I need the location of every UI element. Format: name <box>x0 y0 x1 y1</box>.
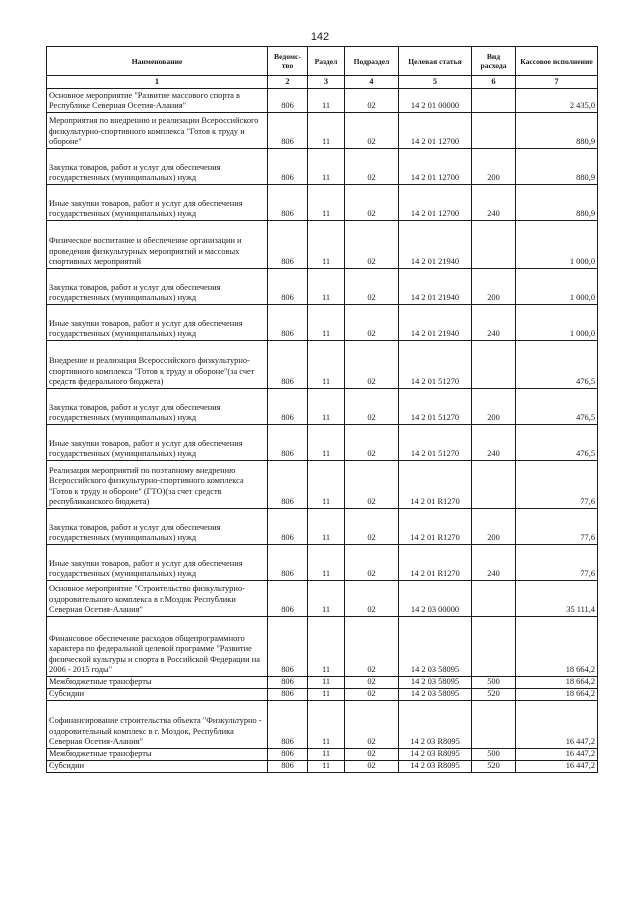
row-department: 806 <box>268 617 308 677</box>
row-target-item: 14 2 01 R1270 <box>399 461 472 509</box>
row-amount: 18 664,2 <box>516 677 598 689</box>
row-subsection: 02 <box>345 425 399 461</box>
row-department: 806 <box>268 545 308 581</box>
row-section: 11 <box>308 425 345 461</box>
row-name: Иные закупки товаров, работ и услуг для обеспечения государственных (муниципальных) нужд <box>47 185 268 221</box>
row-target-item: 14 2 01 R1270 <box>399 509 472 545</box>
row-expense-type: 200 <box>472 389 516 425</box>
budget-table <box>46 46 598 773</box>
row-amount: 16 447,2 <box>516 761 598 773</box>
row-target-item: 14 2 01 00000 <box>399 89 472 113</box>
row-expense-type: 240 <box>472 305 516 341</box>
row-section: 11 <box>308 677 345 689</box>
row-name: Субсидии <box>47 761 268 773</box>
row-subsection: 02 <box>345 305 399 341</box>
row-name: Субсидии <box>47 689 268 701</box>
table-row <box>47 701 598 749</box>
row-section: 11 <box>308 617 345 677</box>
row-expense-type <box>472 89 516 113</box>
row-expense-type <box>472 113 516 149</box>
row-section: 11 <box>308 149 345 185</box>
table-row <box>47 617 598 677</box>
row-target-item: 14 2 01 51270 <box>399 341 472 389</box>
row-expense-type <box>472 221 516 269</box>
header-expense-type: Вид расхода <box>472 47 516 76</box>
row-subsection: 02 <box>345 677 399 689</box>
row-department: 806 <box>268 701 308 749</box>
column-number: 4 <box>345 76 399 89</box>
row-amount: 476,5 <box>516 341 598 389</box>
row-department: 806 <box>268 341 308 389</box>
row-subsection: 02 <box>345 545 399 581</box>
table-row <box>47 89 598 113</box>
row-section: 11 <box>308 113 345 149</box>
row-subsection: 02 <box>345 185 399 221</box>
row-amount: 16 447,2 <box>516 749 598 761</box>
row-amount: 35 111,4 <box>516 581 598 617</box>
row-section: 11 <box>308 749 345 761</box>
row-target-item: 14 2 01 51270 <box>399 389 472 425</box>
column-number: 3 <box>308 76 345 89</box>
row-name: Закупка товаров, работ и услуг для обеспечения государственных (муниципальных) нужд <box>47 269 268 305</box>
row-department: 806 <box>268 461 308 509</box>
row-department: 806 <box>268 221 308 269</box>
table-row <box>47 269 598 305</box>
row-target-item: 14 2 01 R1270 <box>399 545 472 581</box>
table-row <box>47 761 598 773</box>
row-subsection: 02 <box>345 749 399 761</box>
row-expense-type <box>472 701 516 749</box>
column-number: 1 <box>47 76 268 89</box>
row-section: 11 <box>308 461 345 509</box>
row-amount: 77,6 <box>516 509 598 545</box>
row-section: 11 <box>308 389 345 425</box>
table-row <box>47 389 598 425</box>
row-subsection: 02 <box>345 689 399 701</box>
row-amount: 18 664,2 <box>516 689 598 701</box>
row-department: 806 <box>268 677 308 689</box>
column-number: 7 <box>516 76 598 89</box>
row-amount: 77,6 <box>516 461 598 509</box>
row-target-item: 14 2 01 12700 <box>399 149 472 185</box>
row-department: 806 <box>268 113 308 149</box>
row-name: Иные закупки товаров, работ и услуг для обеспечения государственных (муниципальных) нужд <box>47 305 268 341</box>
row-department: 806 <box>268 689 308 701</box>
row-subsection: 02 <box>345 701 399 749</box>
table-row <box>47 221 598 269</box>
row-subsection: 02 <box>345 509 399 545</box>
row-department: 806 <box>268 509 308 545</box>
row-amount: 880,9 <box>516 185 598 221</box>
row-name: Закупка товаров, работ и услуг для обеспечения государственных (муниципальных) нужд <box>47 509 268 545</box>
row-expense-type: 520 <box>472 761 516 773</box>
row-section: 11 <box>308 341 345 389</box>
table-row <box>47 545 598 581</box>
row-name: Межбюджетные трансферты <box>47 677 268 689</box>
row-subsection: 02 <box>345 461 399 509</box>
row-section: 11 <box>308 185 345 221</box>
row-expense-type: 240 <box>472 545 516 581</box>
row-amount: 476,5 <box>516 389 598 425</box>
row-department: 806 <box>268 425 308 461</box>
row-target-item: 14 2 03 58095 <box>399 617 472 677</box>
row-subsection: 02 <box>345 269 399 305</box>
row-section: 11 <box>308 761 345 773</box>
row-department: 806 <box>268 269 308 305</box>
row-expense-type <box>472 461 516 509</box>
row-expense-type <box>472 581 516 617</box>
row-amount: 1 000,0 <box>516 221 598 269</box>
row-amount: 2 435,0 <box>516 89 598 113</box>
page-number: 142 <box>310 31 330 43</box>
row-subsection: 02 <box>345 581 399 617</box>
row-section: 11 <box>308 689 345 701</box>
header-cash-execution: Кассовое исполнение <box>516 47 598 76</box>
row-department: 806 <box>268 149 308 185</box>
row-section: 11 <box>308 89 345 113</box>
table-row <box>47 749 598 761</box>
row-expense-type <box>472 341 516 389</box>
row-department: 806 <box>268 305 308 341</box>
row-target-item: 14 2 01 12700 <box>399 113 472 149</box>
column-number: 2 <box>268 76 308 89</box>
row-name: Иные закупки товаров, работ и услуг для обеспечения государственных (муниципальных) нужд <box>47 425 268 461</box>
row-department: 806 <box>268 89 308 113</box>
row-department: 806 <box>268 389 308 425</box>
header-name: Наименование <box>47 47 268 76</box>
row-amount: 77,6 <box>516 545 598 581</box>
row-target-item: 14 2 01 12700 <box>399 185 472 221</box>
table-row <box>47 425 598 461</box>
header-target-item: Целевая статья <box>399 47 472 76</box>
row-target-item: 14 2 01 21940 <box>399 221 472 269</box>
table-row <box>47 113 598 149</box>
row-expense-type <box>472 617 516 677</box>
row-subsection: 02 <box>345 149 399 185</box>
table-row <box>47 149 598 185</box>
row-target-item: 14 2 01 51270 <box>399 425 472 461</box>
row-amount: 476,5 <box>516 425 598 461</box>
row-expense-type: 520 <box>472 689 516 701</box>
row-target-item: 14 2 03 58095 <box>399 677 472 689</box>
row-name: Софинансирование строительства объекта "Физкультурно - оздоровительный комплекс в г. Моздок, Республика Северная Осетия-Алания" <box>47 701 268 749</box>
row-target-item: 14 2 03 58095 <box>399 689 472 701</box>
column-number: 6 <box>472 76 516 89</box>
row-section: 11 <box>308 305 345 341</box>
row-target-item: 14 2 01 21940 <box>399 269 472 305</box>
table-row <box>47 185 598 221</box>
column-number-row <box>47 76 598 89</box>
row-target-item: 14 2 03 R8095 <box>399 749 472 761</box>
row-subsection: 02 <box>345 341 399 389</box>
row-section: 11 <box>308 269 345 305</box>
header-section: Раздел <box>308 47 345 76</box>
row-amount: 880,9 <box>516 113 598 149</box>
row-name: Закупка товаров, работ и услуг для обеспечения государственных (муниципальных) нужд <box>47 149 268 185</box>
row-name: Физическое воспитание и обеспечение организации и проведения физкультурных мероприятий и массовых спортивных мероприятий <box>47 221 268 269</box>
row-section: 11 <box>308 221 345 269</box>
row-subsection: 02 <box>345 761 399 773</box>
row-expense-type: 240 <box>472 185 516 221</box>
row-subsection: 02 <box>345 113 399 149</box>
table-row <box>47 689 598 701</box>
row-name: Мероприятия по внедрению и реализации Всероссийского физкультурно-спортивного комплекса "Готов к труду и обороне" <box>47 113 268 149</box>
row-section: 11 <box>308 581 345 617</box>
table-row <box>47 305 598 341</box>
row-name: Основное мероприятие "Развитие массового спорта в Республике Северная Осетия-Алания" <box>47 89 268 113</box>
row-name: Межбюджетные трансферты <box>47 749 268 761</box>
row-subsection: 02 <box>345 389 399 425</box>
row-name: Основное мероприятие "Строительство физкультурно-оздоровительного комплекса в г.Моздок Республики Северная Осетия-Алания" <box>47 581 268 617</box>
table-row <box>47 509 598 545</box>
row-name: Иные закупки товаров, работ и услуг для обеспечения государственных (муниципальных) нужд <box>47 545 268 581</box>
row-expense-type: 500 <box>472 749 516 761</box>
row-department: 806 <box>268 761 308 773</box>
row-expense-type: 500 <box>472 677 516 689</box>
table-row <box>47 581 598 617</box>
row-section: 11 <box>308 701 345 749</box>
row-target-item: 14 2 03 00000 <box>399 581 472 617</box>
row-department: 806 <box>268 185 308 221</box>
column-number: 5 <box>399 76 472 89</box>
header-department: Ведомс-тво <box>268 47 308 76</box>
row-amount: 880,9 <box>516 149 598 185</box>
row-section: 11 <box>308 545 345 581</box>
row-target-item: 14 2 03 R8095 <box>399 761 472 773</box>
row-subsection: 02 <box>345 89 399 113</box>
header-subsection: Подраздел <box>345 47 399 76</box>
row-amount: 1 000,0 <box>516 269 598 305</box>
row-department: 806 <box>268 581 308 617</box>
row-amount: 16 447,2 <box>516 701 598 749</box>
row-expense-type: 240 <box>472 425 516 461</box>
row-amount: 18 664,2 <box>516 617 598 677</box>
table-row <box>47 677 598 689</box>
row-subsection: 02 <box>345 221 399 269</box>
table-row <box>47 341 598 389</box>
row-expense-type: 200 <box>472 509 516 545</box>
row-name: Закупка товаров, работ и услуг для обеспечения государственных (муниципальных) нужд <box>47 389 268 425</box>
row-amount: 1 000,0 <box>516 305 598 341</box>
row-target-item: 14 2 03 R8095 <box>399 701 472 749</box>
row-target-item: 14 2 01 21940 <box>399 305 472 341</box>
row-section: 11 <box>308 509 345 545</box>
row-name: Реализация мероприятий по поэтапному внедрению Всероссийского физкультурно-спортивного комплекса "Готов к труду и обороне" (ГТО)(за счет средств республиканского бюджета) <box>47 461 268 509</box>
row-expense-type: 200 <box>472 269 516 305</box>
row-expense-type: 200 <box>472 149 516 185</box>
table-row <box>47 461 598 509</box>
row-name: Внедрение и реализация Всероссийского физкультурно-спортивного комплекса "Готов к труду и обороне"(за счет средств федерального бюджета) <box>47 341 268 389</box>
row-name: Финансовое обеспечение расходов общепрограммного характера по федеральной целевой программе "Развитие физической культуры и спорта в Российской Федерации на 2006 - 2015 годы" <box>47 617 268 677</box>
row-department: 806 <box>268 749 308 761</box>
header-row <box>47 47 598 76</box>
row-subsection: 02 <box>345 617 399 677</box>
